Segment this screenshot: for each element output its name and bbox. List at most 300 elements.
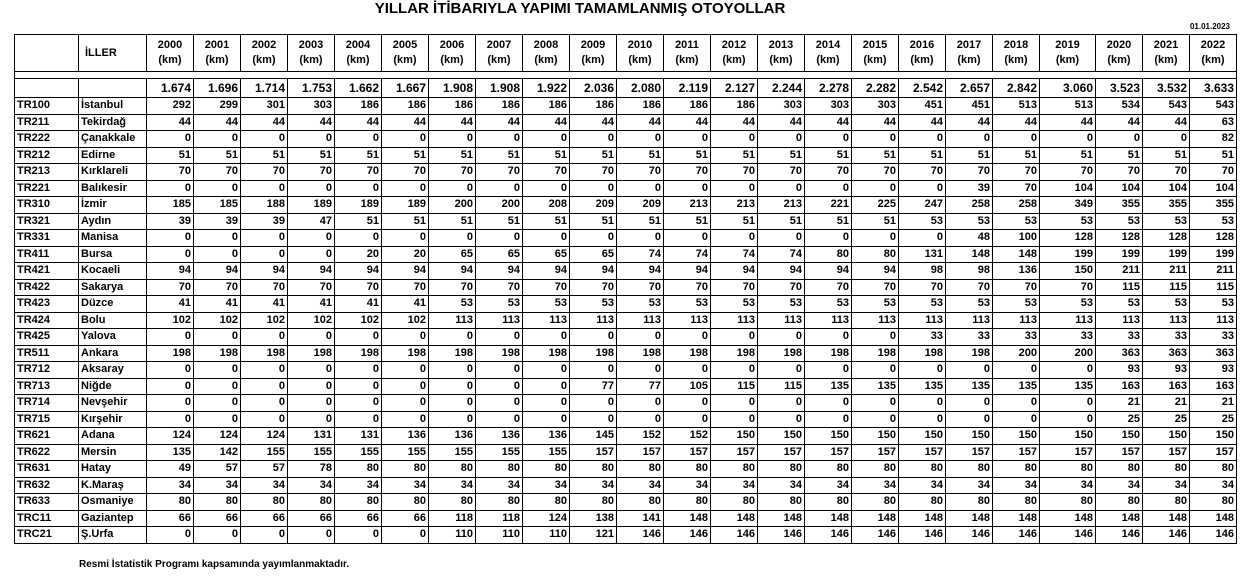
- km-value-cell: 70: [899, 164, 946, 181]
- km-value-cell: 128: [1040, 230, 1096, 247]
- km-value-cell: 51: [570, 147, 617, 164]
- year-label: 2010: [627, 39, 653, 51]
- km-value-cell: 94: [523, 263, 570, 280]
- km-value-cell: 80: [805, 461, 852, 478]
- km-value-cell: 44: [899, 114, 946, 131]
- km-value-cell: 135: [993, 378, 1040, 395]
- km-value-cell: 155: [335, 444, 382, 461]
- province-cell: Bursa: [79, 246, 147, 263]
- km-value-cell: 53: [476, 296, 523, 313]
- km-value-cell: 0: [241, 362, 288, 379]
- totals-label-cell: [79, 79, 147, 98]
- km-value-cell: 0: [382, 180, 429, 197]
- km-value-cell: 0: [194, 329, 241, 346]
- table-row: [15, 246, 1237, 263]
- km-value-cell: 0: [476, 411, 523, 428]
- km-value-cell: 63: [1190, 114, 1237, 131]
- km-value-cell: 80: [993, 494, 1040, 511]
- km-value-cell: 128: [1096, 230, 1143, 247]
- km-value-cell: 186: [429, 98, 476, 115]
- km-value-cell: 74: [758, 246, 805, 263]
- km-value-cell: 70: [852, 164, 899, 181]
- km-value-cell: 198: [429, 345, 476, 362]
- km-value-cell: 198: [147, 345, 194, 362]
- km-value-cell: 41: [194, 296, 241, 313]
- table-row: [15, 411, 1237, 428]
- km-value-cell: 51: [617, 147, 664, 164]
- region-code-cell: TR511: [15, 345, 79, 362]
- km-value-cell: 33: [993, 329, 1040, 346]
- km-value-cell: 70: [993, 180, 1040, 197]
- km-value-cell: 0: [664, 395, 711, 412]
- km-value-cell: 34: [476, 477, 523, 494]
- total-cell: 2.119: [664, 79, 711, 98]
- totals-row: [15, 79, 1237, 98]
- km-value-cell: 0: [429, 131, 476, 148]
- km-value-cell: 70: [805, 279, 852, 296]
- km-value-cell: 146: [711, 527, 758, 544]
- km-value-cell: 0: [335, 362, 382, 379]
- table-row: [15, 98, 1237, 115]
- km-value-cell: 102: [241, 312, 288, 329]
- km-value-cell: 51: [1096, 147, 1143, 164]
- km-value-cell: 0: [523, 230, 570, 247]
- km-value-cell: 53: [993, 296, 1040, 313]
- km-value-cell: 39: [241, 213, 288, 230]
- km-value-cell: 148: [805, 510, 852, 527]
- total-cell: 1.908: [429, 79, 476, 98]
- year-label: 2017: [956, 39, 982, 51]
- km-value-cell: 53: [852, 296, 899, 313]
- km-value-cell: 102: [335, 312, 382, 329]
- km-value-cell: 0: [241, 411, 288, 428]
- region-code-cell: TR422: [15, 279, 79, 296]
- km-value-cell: 0: [194, 230, 241, 247]
- total-cell: 1.696: [194, 79, 241, 98]
- km-value-cell: 199: [1096, 246, 1143, 263]
- km-value-cell: 146: [1096, 527, 1143, 544]
- km-value-cell: 94: [664, 263, 711, 280]
- km-value-cell: 198: [758, 345, 805, 362]
- km-value-cell: 0: [805, 230, 852, 247]
- km-value-cell: 211: [1190, 263, 1237, 280]
- km-value-cell: 157: [993, 444, 1040, 461]
- year-header: [147, 35, 194, 72]
- km-value-cell: 213: [664, 197, 711, 214]
- km-value-cell: 33: [1096, 329, 1143, 346]
- km-value-cell: 0: [570, 180, 617, 197]
- unit-label: (km): [957, 54, 981, 66]
- km-value-cell: 53: [664, 296, 711, 313]
- km-value-cell: 70: [241, 279, 288, 296]
- km-value-cell: 185: [194, 197, 241, 214]
- km-value-cell: 93: [1190, 362, 1237, 379]
- km-value-cell: 0: [429, 362, 476, 379]
- km-value-cell: 115: [711, 378, 758, 395]
- km-value-cell: 53: [993, 213, 1040, 230]
- year-header: [711, 35, 758, 72]
- province-cell: İstanbul: [79, 98, 147, 115]
- year-label: 2000: [157, 39, 183, 51]
- km-value-cell: 51: [711, 213, 758, 230]
- table-row: [15, 461, 1237, 478]
- km-value-cell: 80: [617, 461, 664, 478]
- km-value-cell: 34: [241, 477, 288, 494]
- km-value-cell: 51: [476, 147, 523, 164]
- km-value-cell: 66: [194, 510, 241, 527]
- km-value-cell: 51: [617, 213, 664, 230]
- km-value-cell: 198: [288, 345, 335, 362]
- km-value-cell: 0: [476, 362, 523, 379]
- km-value-cell: 0: [476, 395, 523, 412]
- km-value-cell: 0: [194, 180, 241, 197]
- km-value-cell: 303: [758, 98, 805, 115]
- km-value-cell: 150: [1143, 428, 1190, 445]
- km-value-cell: 80: [1096, 494, 1143, 511]
- km-value-cell: 150: [1096, 428, 1143, 445]
- table-row: [15, 131, 1237, 148]
- region-code-cell: TR714: [15, 395, 79, 412]
- province-cell: Kırklareli: [79, 164, 147, 181]
- km-value-cell: 93: [1143, 362, 1190, 379]
- unit-label: (km): [299, 54, 323, 66]
- km-value-cell: 0: [805, 180, 852, 197]
- km-value-cell: 70: [1096, 164, 1143, 181]
- km-value-cell: 0: [617, 411, 664, 428]
- unit-label: (km): [863, 54, 887, 66]
- province-cell: Osmaniye: [79, 494, 147, 511]
- km-value-cell: 157: [852, 444, 899, 461]
- total-cell: 1.662: [335, 79, 382, 98]
- km-value-cell: 0: [946, 411, 993, 428]
- km-value-cell: 44: [194, 114, 241, 131]
- km-value-cell: 163: [1143, 378, 1190, 395]
- unit-label: (km): [675, 54, 699, 66]
- km-value-cell: 221: [805, 197, 852, 214]
- km-value-cell: 0: [617, 230, 664, 247]
- year-header: [805, 35, 852, 72]
- km-value-cell: 146: [664, 527, 711, 544]
- page-title: YILLAR İTİBARIYLA YAPIMI TAMAMLANMIŞ OTOYOLLAR: [374, 0, 786, 17]
- km-value-cell: 0: [852, 131, 899, 148]
- province-cell: Düzce: [79, 296, 147, 313]
- km-value-cell: 113: [711, 312, 758, 329]
- km-value-cell: 74: [617, 246, 664, 263]
- km-value-cell: 44: [382, 114, 429, 131]
- km-value-cell: 0: [241, 395, 288, 412]
- year-header: [1143, 35, 1190, 72]
- km-value-cell: 0: [288, 378, 335, 395]
- km-value-cell: 451: [946, 98, 993, 115]
- km-value-cell: 44: [1143, 114, 1190, 131]
- km-value-cell: 0: [946, 395, 993, 412]
- km-value-cell: 0: [805, 362, 852, 379]
- km-value-cell: 70: [570, 164, 617, 181]
- km-value-cell: 115: [1096, 279, 1143, 296]
- year-header: [335, 35, 382, 72]
- total-cell: 1.714: [241, 79, 288, 98]
- province-cell: K.Maraş: [79, 477, 147, 494]
- km-value-cell: 0: [288, 411, 335, 428]
- total-cell: 2.244: [758, 79, 805, 98]
- km-value-cell: 185: [147, 197, 194, 214]
- km-value-cell: 0: [523, 395, 570, 412]
- km-value-cell: 157: [1143, 444, 1190, 461]
- km-value-cell: 135: [147, 444, 194, 461]
- total-cell: 2.080: [617, 79, 664, 98]
- km-value-cell: 163: [1096, 378, 1143, 395]
- km-value-cell: 0: [1040, 411, 1096, 428]
- km-value-cell: 198: [899, 345, 946, 362]
- km-value-cell: 200: [993, 345, 1040, 362]
- km-value-cell: 0: [805, 411, 852, 428]
- km-value-cell: 0: [852, 411, 899, 428]
- km-value-cell: 292: [147, 98, 194, 115]
- km-value-cell: 303: [852, 98, 899, 115]
- region-code-cell: TR622: [15, 444, 79, 461]
- km-value-cell: 39: [194, 213, 241, 230]
- total-cell: 3.633: [1190, 79, 1237, 98]
- unit-label: (km): [1107, 54, 1131, 66]
- km-value-cell: 53: [1096, 213, 1143, 230]
- km-value-cell: 70: [946, 164, 993, 181]
- km-value-cell: 135: [946, 378, 993, 395]
- km-value-cell: 51: [288, 147, 335, 164]
- km-value-cell: 70: [852, 279, 899, 296]
- km-value-cell: 0: [429, 378, 476, 395]
- km-value-cell: 94: [194, 263, 241, 280]
- km-value-cell: 34: [523, 477, 570, 494]
- km-value-cell: 150: [1040, 263, 1096, 280]
- km-value-cell: 155: [382, 444, 429, 461]
- km-value-cell: 113: [946, 312, 993, 329]
- year-header: [758, 35, 805, 72]
- total-cell: 2.282: [852, 79, 899, 98]
- km-value-cell: 0: [758, 329, 805, 346]
- km-value-cell: 157: [1190, 444, 1237, 461]
- km-value-cell: 70: [664, 164, 711, 181]
- km-value-cell: 135: [1040, 378, 1096, 395]
- km-value-cell: 65: [476, 246, 523, 263]
- km-value-cell: 80: [1040, 461, 1096, 478]
- km-value-cell: 135: [805, 378, 852, 395]
- km-value-cell: 113: [805, 312, 852, 329]
- total-cell: 1.667: [382, 79, 429, 98]
- km-value-cell: 150: [758, 428, 805, 445]
- km-value-cell: 34: [194, 477, 241, 494]
- km-value-cell: 188: [241, 197, 288, 214]
- km-value-cell: 94: [382, 263, 429, 280]
- table-row: [15, 329, 1237, 346]
- km-value-cell: 0: [147, 527, 194, 544]
- km-value-cell: 138: [570, 510, 617, 527]
- km-value-cell: 70: [523, 164, 570, 181]
- km-value-cell: 113: [993, 312, 1040, 329]
- km-value-cell: 80: [476, 494, 523, 511]
- km-value-cell: 80: [711, 461, 758, 478]
- km-value-cell: 80: [1143, 461, 1190, 478]
- km-value-cell: 128: [1190, 230, 1237, 247]
- km-value-cell: 150: [711, 428, 758, 445]
- km-value-cell: 80: [852, 246, 899, 263]
- year-label: 2021: [1153, 39, 1179, 51]
- km-value-cell: 80: [523, 494, 570, 511]
- year-label: 2018: [1003, 39, 1029, 51]
- km-value-cell: 157: [617, 444, 664, 461]
- km-value-cell: 0: [194, 527, 241, 544]
- km-value-cell: 34: [1096, 477, 1143, 494]
- table-row: [15, 164, 1237, 181]
- km-value-cell: 0: [664, 329, 711, 346]
- km-value-cell: 198: [194, 345, 241, 362]
- km-value-cell: 118: [476, 510, 523, 527]
- km-value-cell: 94: [147, 263, 194, 280]
- km-value-cell: 0: [993, 395, 1040, 412]
- total-cell: 3.532: [1143, 79, 1190, 98]
- total-cell: 2.657: [946, 79, 993, 98]
- km-value-cell: 543: [1143, 98, 1190, 115]
- km-value-cell: 152: [664, 428, 711, 445]
- km-value-cell: 66: [335, 510, 382, 527]
- unit-label: (km): [1201, 54, 1225, 66]
- code-header: [15, 35, 79, 72]
- km-value-cell: 131: [335, 428, 382, 445]
- km-value-cell: 51: [523, 147, 570, 164]
- year-header: [617, 35, 664, 72]
- table-row: [15, 197, 1237, 214]
- km-value-cell: 0: [664, 362, 711, 379]
- km-value-cell: 0: [617, 362, 664, 379]
- km-value-cell: 44: [852, 114, 899, 131]
- year-header: [288, 35, 335, 72]
- km-value-cell: 0: [523, 378, 570, 395]
- km-value-cell: 80: [1096, 461, 1143, 478]
- km-value-cell: 70: [664, 279, 711, 296]
- km-value-cell: 104: [1190, 180, 1237, 197]
- km-value-cell: 186: [570, 98, 617, 115]
- km-value-cell: 94: [429, 263, 476, 280]
- km-value-cell: 186: [476, 98, 523, 115]
- province-cell: Ş.Urfa: [79, 527, 147, 544]
- year-label: 2001: [204, 39, 230, 51]
- unit-label: (km): [205, 54, 229, 66]
- km-value-cell: 44: [288, 114, 335, 131]
- year-header: [1190, 35, 1237, 72]
- km-value-cell: 198: [241, 345, 288, 362]
- km-value-cell: 51: [899, 147, 946, 164]
- totals-code-cell: [15, 79, 79, 98]
- km-value-cell: 66: [382, 510, 429, 527]
- km-value-cell: 80: [1040, 494, 1096, 511]
- km-value-cell: 148: [1190, 510, 1237, 527]
- km-value-cell: 53: [1190, 213, 1237, 230]
- km-value-cell: 70: [711, 164, 758, 181]
- km-value-cell: 157: [1096, 444, 1143, 461]
- region-code-cell: TR424: [15, 312, 79, 329]
- year-header: [570, 35, 617, 72]
- km-value-cell: 148: [946, 510, 993, 527]
- km-value-cell: 44: [758, 114, 805, 131]
- year-label: 2003: [298, 39, 324, 51]
- km-value-cell: 0: [288, 527, 335, 544]
- km-value-cell: 148: [993, 246, 1040, 263]
- km-value-cell: 136: [382, 428, 429, 445]
- km-value-cell: 113: [852, 312, 899, 329]
- province-cell: Niğde: [79, 378, 147, 395]
- km-value-cell: 148: [993, 510, 1040, 527]
- km-value-cell: 0: [523, 362, 570, 379]
- km-value-cell: 34: [382, 477, 429, 494]
- km-value-cell: 0: [570, 395, 617, 412]
- km-value-cell: 80: [899, 461, 946, 478]
- km-value-cell: 44: [476, 114, 523, 131]
- total-cell: 3.060: [1040, 79, 1096, 98]
- km-value-cell: 0: [241, 230, 288, 247]
- km-value-cell: 25: [1143, 411, 1190, 428]
- unit-label: (km): [346, 54, 370, 66]
- km-value-cell: 94: [288, 263, 335, 280]
- region-code-cell: TRC21: [15, 527, 79, 544]
- year-header: [993, 35, 1040, 72]
- km-value-cell: 148: [758, 510, 805, 527]
- km-value-cell: 25: [1096, 411, 1143, 428]
- km-value-cell: 0: [946, 131, 993, 148]
- km-value-cell: 51: [241, 147, 288, 164]
- km-value-cell: 0: [758, 131, 805, 148]
- km-value-cell: 0: [241, 246, 288, 263]
- km-value-cell: 157: [664, 444, 711, 461]
- table-row: [15, 362, 1237, 379]
- km-value-cell: 0: [288, 362, 335, 379]
- km-value-cell: 355: [1190, 197, 1237, 214]
- km-value-cell: 80: [335, 461, 382, 478]
- km-value-cell: 0: [147, 131, 194, 148]
- km-value-cell: 34: [335, 477, 382, 494]
- km-value-cell: 363: [1096, 345, 1143, 362]
- km-value-cell: 41: [335, 296, 382, 313]
- region-code-cell: TR712: [15, 362, 79, 379]
- km-value-cell: 53: [1096, 296, 1143, 313]
- km-value-cell: 0: [194, 411, 241, 428]
- km-value-cell: 200: [476, 197, 523, 214]
- km-value-cell: 44: [711, 114, 758, 131]
- unit-label: (km): [1055, 54, 1080, 66]
- km-value-cell: 33: [899, 329, 946, 346]
- km-value-cell: 0: [617, 395, 664, 412]
- km-value-cell: 44: [335, 114, 382, 131]
- km-value-cell: 53: [523, 296, 570, 313]
- km-value-cell: 70: [1040, 164, 1096, 181]
- region-code-cell: TR222: [15, 131, 79, 148]
- km-value-cell: 51: [194, 147, 241, 164]
- km-value-cell: 94: [476, 263, 523, 280]
- km-value-cell: 98: [899, 263, 946, 280]
- km-value-cell: 104: [1143, 180, 1190, 197]
- km-value-cell: 51: [1040, 147, 1096, 164]
- km-value-cell: 141: [617, 510, 664, 527]
- km-value-cell: 44: [617, 114, 664, 131]
- km-value-cell: 80: [805, 246, 852, 263]
- km-value-cell: 0: [476, 180, 523, 197]
- province-cell: Aydın: [79, 213, 147, 230]
- km-value-cell: 0: [852, 395, 899, 412]
- km-value-cell: 70: [476, 279, 523, 296]
- km-value-cell: 0: [429, 180, 476, 197]
- km-value-cell: 53: [946, 296, 993, 313]
- report-date: 01.01.2023: [1189, 22, 1230, 31]
- km-value-cell: 70: [335, 279, 382, 296]
- km-value-cell: 49: [147, 461, 194, 478]
